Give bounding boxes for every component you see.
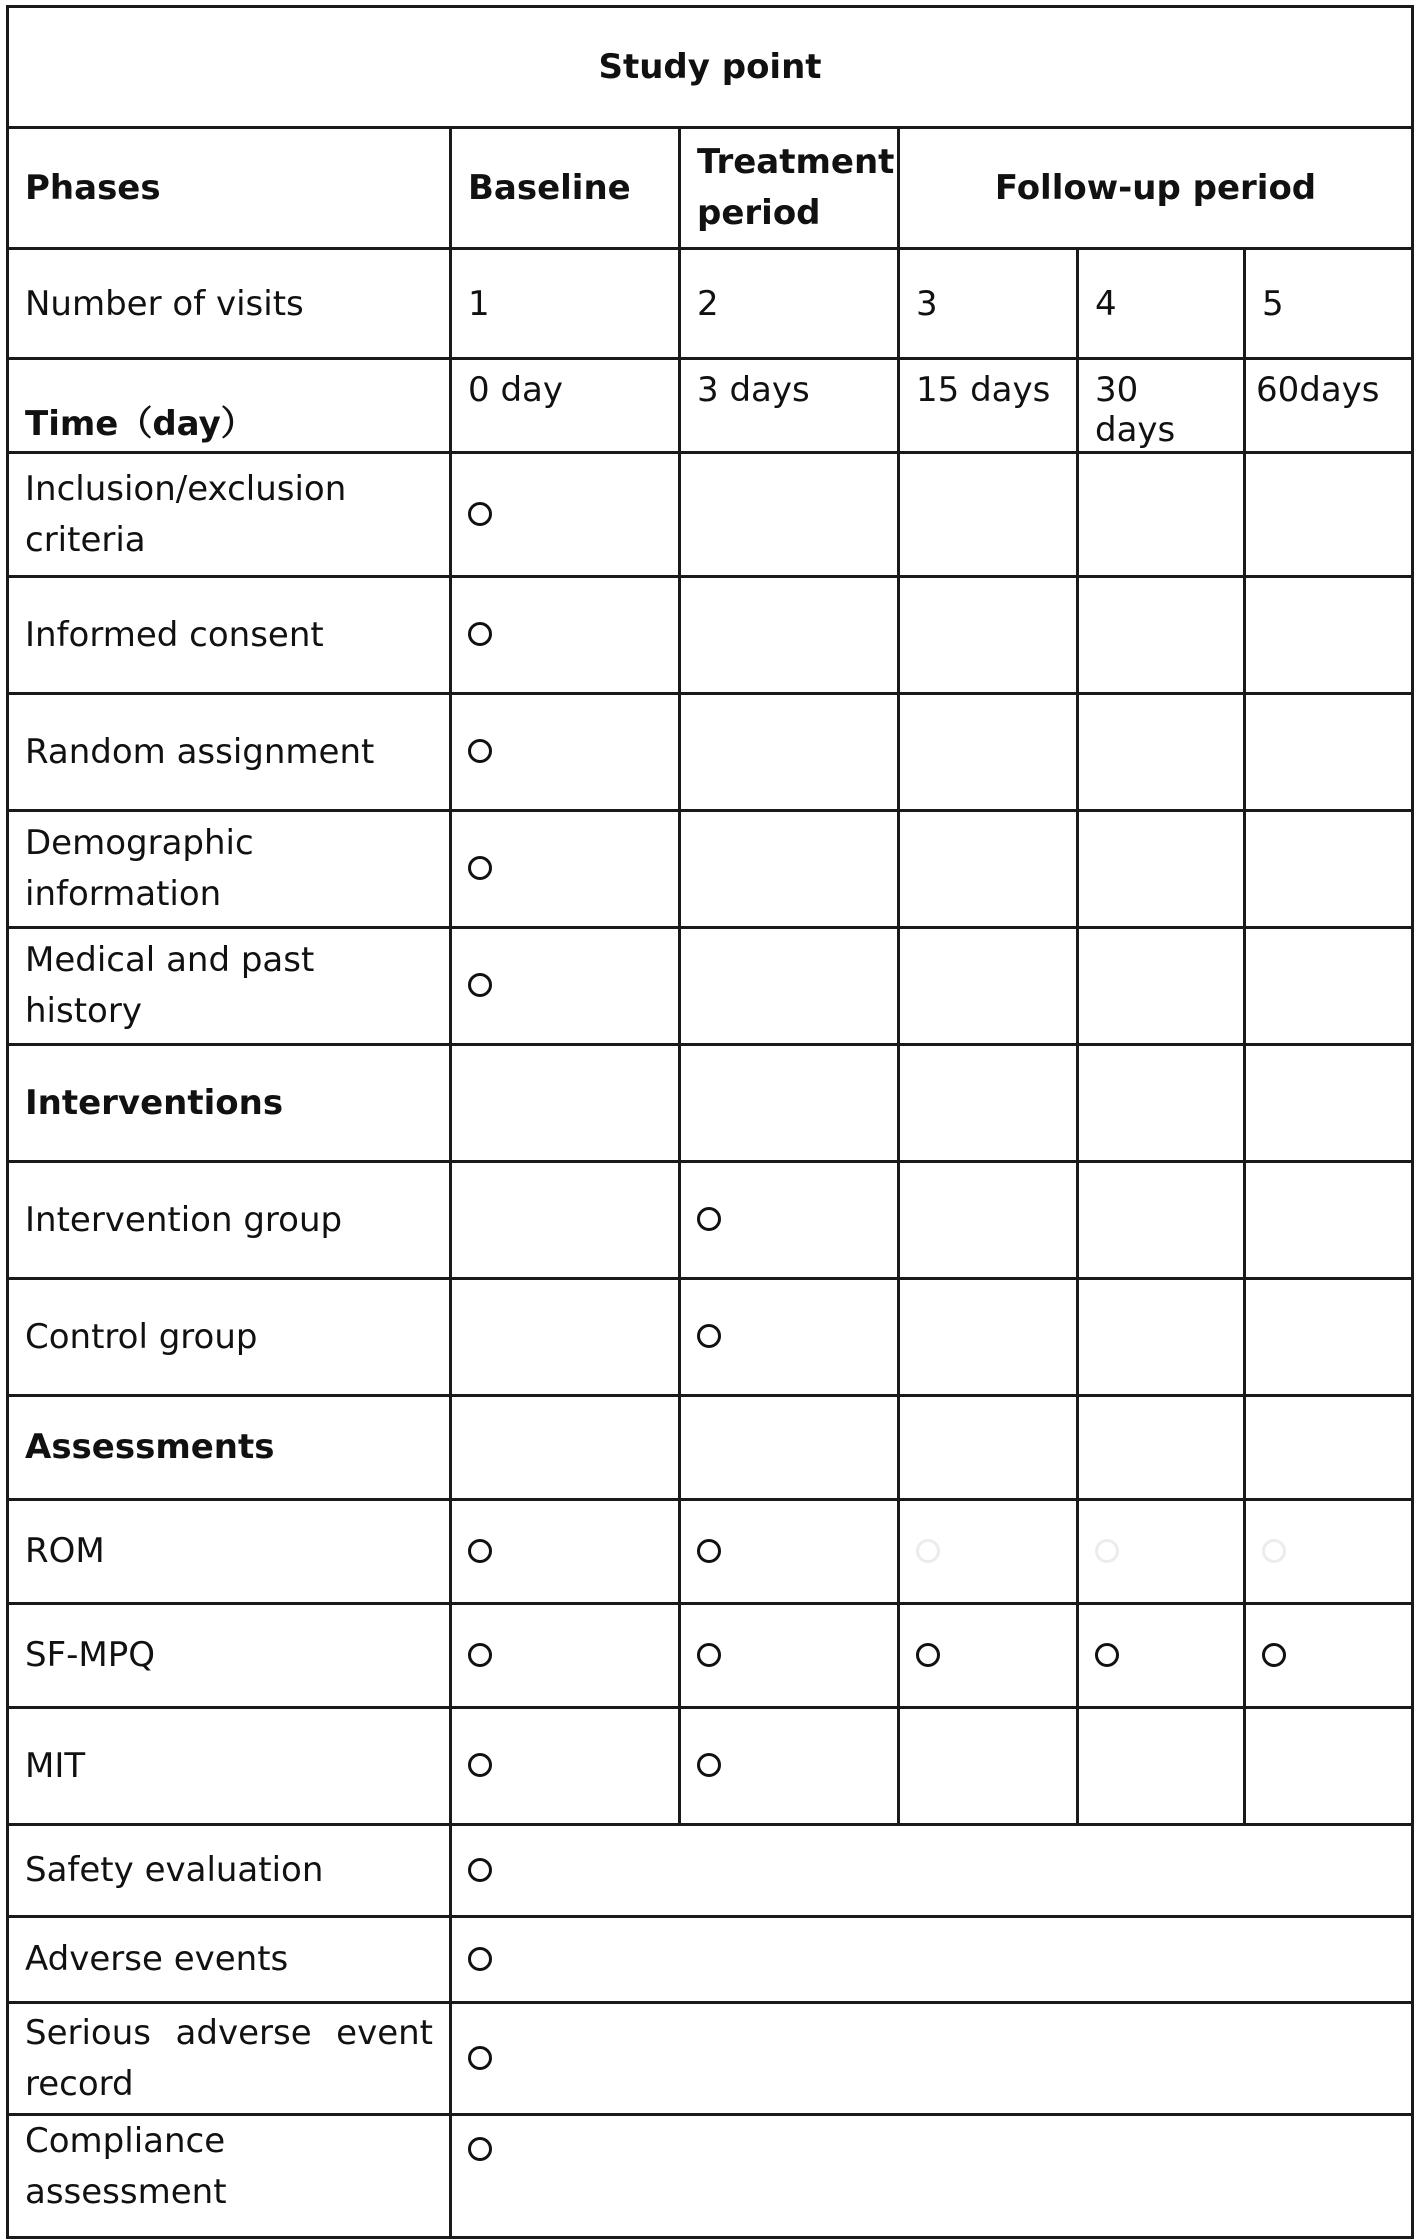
time-value: 15 days xyxy=(899,359,1078,453)
phases-row xyxy=(8,128,1413,249)
schedule-row-sf-mpq xyxy=(8,1604,1413,1708)
schedule-cell xyxy=(899,811,1078,928)
schedule-cell xyxy=(1245,811,1413,928)
schedule-cell xyxy=(451,453,680,577)
circle-mark-icon xyxy=(916,1643,940,1667)
spanning-row-compliance-assessment xyxy=(8,2115,1413,2238)
circle-mark-icon xyxy=(468,739,492,763)
phases-label: Phases xyxy=(8,128,451,249)
schedule-cell xyxy=(680,1279,899,1396)
schedule-row-rom xyxy=(8,1500,1413,1604)
row-label: Inclusion/exclusion criteria xyxy=(8,453,451,577)
schedule-cell xyxy=(899,453,1078,577)
row-label: Serious adverse event record xyxy=(8,2003,451,2115)
schedule-cell xyxy=(680,928,899,1045)
spanning-row-serious-adverse-event-record xyxy=(8,2003,1413,2115)
schedule-cell xyxy=(899,1279,1078,1396)
time-value: 0 day xyxy=(451,359,680,453)
schedule-cell xyxy=(1078,1279,1245,1396)
schedule-cell xyxy=(680,694,899,811)
row-label: Intervention group xyxy=(8,1162,451,1279)
follow-up-period-header: Follow-up period xyxy=(899,128,1413,249)
circle-mark-icon xyxy=(468,2137,492,2161)
schedule-cell xyxy=(680,1162,899,1279)
schedule-cell xyxy=(1078,811,1245,928)
schedule-cell xyxy=(1245,1708,1413,1825)
schedule-cell xyxy=(680,1396,899,1500)
circle-mark-icon xyxy=(1095,1539,1119,1563)
circle-mark-icon xyxy=(1262,1539,1286,1563)
schedule-cell xyxy=(899,1045,1078,1162)
schedule-cell xyxy=(1245,1500,1413,1604)
schedule-cell xyxy=(1078,1162,1245,1279)
schedule-cell xyxy=(1245,1162,1413,1279)
visit-number: 5 xyxy=(1245,249,1413,359)
schedule-cell xyxy=(899,577,1078,694)
schedule-cell xyxy=(451,1162,680,1279)
spanning-cell xyxy=(451,1825,1413,1917)
schedule-cell xyxy=(1245,694,1413,811)
schedule-cell xyxy=(1245,577,1413,694)
schedule-cell xyxy=(1078,453,1245,577)
schedule-cell xyxy=(1078,1396,1245,1500)
title-row xyxy=(8,7,1413,128)
spanning-row-safety-evaluation xyxy=(8,1825,1413,1917)
row-label: Compliance assessment xyxy=(8,2115,451,2238)
circle-mark-icon xyxy=(468,1858,492,1882)
schedule-cell xyxy=(680,811,899,928)
treatment-period-header: Treatment period xyxy=(680,128,899,249)
schedule-cell xyxy=(1078,1045,1245,1162)
section-label: Interventions xyxy=(8,1045,451,1162)
schedule-row-medical-and-past-history xyxy=(8,928,1413,1045)
schedule-cell xyxy=(1078,694,1245,811)
schedule-cell xyxy=(680,1500,899,1604)
schedule-cell xyxy=(451,577,680,694)
section-row-interventions xyxy=(8,1045,1413,1162)
schedule-cell xyxy=(1078,1708,1245,1825)
schedule-cell xyxy=(680,453,899,577)
schedule-row-random-assignment xyxy=(8,694,1413,811)
table-title: Study point xyxy=(8,7,1413,128)
circle-mark-icon xyxy=(468,973,492,997)
schedule-cell xyxy=(451,1500,680,1604)
schedule-row-intervention-group xyxy=(8,1162,1413,1279)
row-label: Medical and past history xyxy=(8,928,451,1045)
schedule-cell xyxy=(899,1500,1078,1604)
schedule-cell xyxy=(899,694,1078,811)
visits-row xyxy=(8,249,1413,359)
schedule-cell xyxy=(451,928,680,1045)
circle-mark-icon xyxy=(468,1539,492,1563)
visit-number: 3 xyxy=(899,249,1078,359)
time-value: 3 days xyxy=(680,359,899,453)
circle-mark-icon xyxy=(697,1539,721,1563)
circle-mark-icon xyxy=(468,502,492,526)
row-label: ROM xyxy=(8,1500,451,1604)
spanning-row-adverse-events xyxy=(8,1917,1413,2003)
schedule-cell xyxy=(899,1396,1078,1500)
row-label: Informed consent xyxy=(8,577,451,694)
circle-mark-icon xyxy=(468,1753,492,1777)
schedule-cell xyxy=(899,928,1078,1045)
schedule-cell xyxy=(1078,577,1245,694)
schedule-row-informed-consent xyxy=(8,577,1413,694)
schedule-cell xyxy=(1078,1604,1245,1708)
circle-mark-icon xyxy=(697,1643,721,1667)
schedule-cell xyxy=(451,1604,680,1708)
circle-mark-icon xyxy=(916,1539,940,1563)
visits-label: Number of visits xyxy=(8,249,451,359)
row-label: Control group xyxy=(8,1279,451,1396)
section-label: Assessments xyxy=(8,1396,451,1500)
schedule-cell xyxy=(1078,928,1245,1045)
schedule-cell xyxy=(680,577,899,694)
schedule-cell xyxy=(451,1396,680,1500)
row-label: Adverse events xyxy=(8,1917,451,2003)
circle-mark-icon xyxy=(697,1324,721,1348)
schedule-row-control-group xyxy=(8,1279,1413,1396)
schedule-cell xyxy=(1078,1500,1245,1604)
circle-mark-icon xyxy=(468,1947,492,1971)
schedule-row-demographic-information xyxy=(8,811,1413,928)
schedule-cell xyxy=(451,694,680,811)
spanning-cell xyxy=(451,2003,1413,2115)
schedule-cell xyxy=(451,1708,680,1825)
baseline-header: Baseline xyxy=(451,128,680,249)
schedule-cell xyxy=(451,1045,680,1162)
schedule-row-mit xyxy=(8,1708,1413,1825)
row-label: MIT xyxy=(8,1708,451,1825)
schedule-cell xyxy=(680,1708,899,1825)
spanning-cell xyxy=(451,2115,1413,2238)
schedule-cell xyxy=(899,1604,1078,1708)
row-label: Safety evaluation xyxy=(8,1825,451,1917)
time-value: 60days xyxy=(1245,359,1413,453)
circle-mark-icon xyxy=(697,1753,721,1777)
schedule-row-inclusion-exclusion-criteria xyxy=(8,453,1413,577)
row-label: Demographic information xyxy=(8,811,451,928)
schedule-cell xyxy=(1245,1396,1413,1500)
visit-number: 1 xyxy=(451,249,680,359)
visit-number: 4 xyxy=(1078,249,1245,359)
circle-mark-icon xyxy=(697,1207,721,1231)
circle-mark-icon xyxy=(1095,1643,1119,1667)
spanning-cell xyxy=(451,1917,1413,2003)
schedule-cell xyxy=(451,811,680,928)
circle-mark-icon xyxy=(468,1643,492,1667)
section-row-assessments xyxy=(8,1396,1413,1500)
circle-mark-icon xyxy=(468,2046,492,2070)
schedule-cell xyxy=(899,1162,1078,1279)
schedule-cell xyxy=(1245,453,1413,577)
time-row xyxy=(8,359,1413,453)
schedule-cell xyxy=(1245,1279,1413,1396)
time-value: 30 days xyxy=(1078,359,1245,453)
circle-mark-icon xyxy=(1262,1643,1286,1667)
schedule-cell xyxy=(1245,1604,1413,1708)
circle-mark-icon xyxy=(468,622,492,646)
schedule-cell xyxy=(451,1279,680,1396)
schedule-cell xyxy=(1245,1045,1413,1162)
time-label: Time（day） xyxy=(8,359,451,453)
schedule-cell xyxy=(680,1604,899,1708)
circle-mark-icon xyxy=(468,856,492,880)
row-label: Random assignment xyxy=(8,694,451,811)
schedule-cell xyxy=(680,1045,899,1162)
visit-number: 2 xyxy=(680,249,899,359)
study-schedule-table xyxy=(6,5,1414,2239)
schedule-cell xyxy=(1245,928,1413,1045)
schedule-cell xyxy=(899,1708,1078,1825)
row-label: SF-MPQ xyxy=(8,1604,451,1708)
